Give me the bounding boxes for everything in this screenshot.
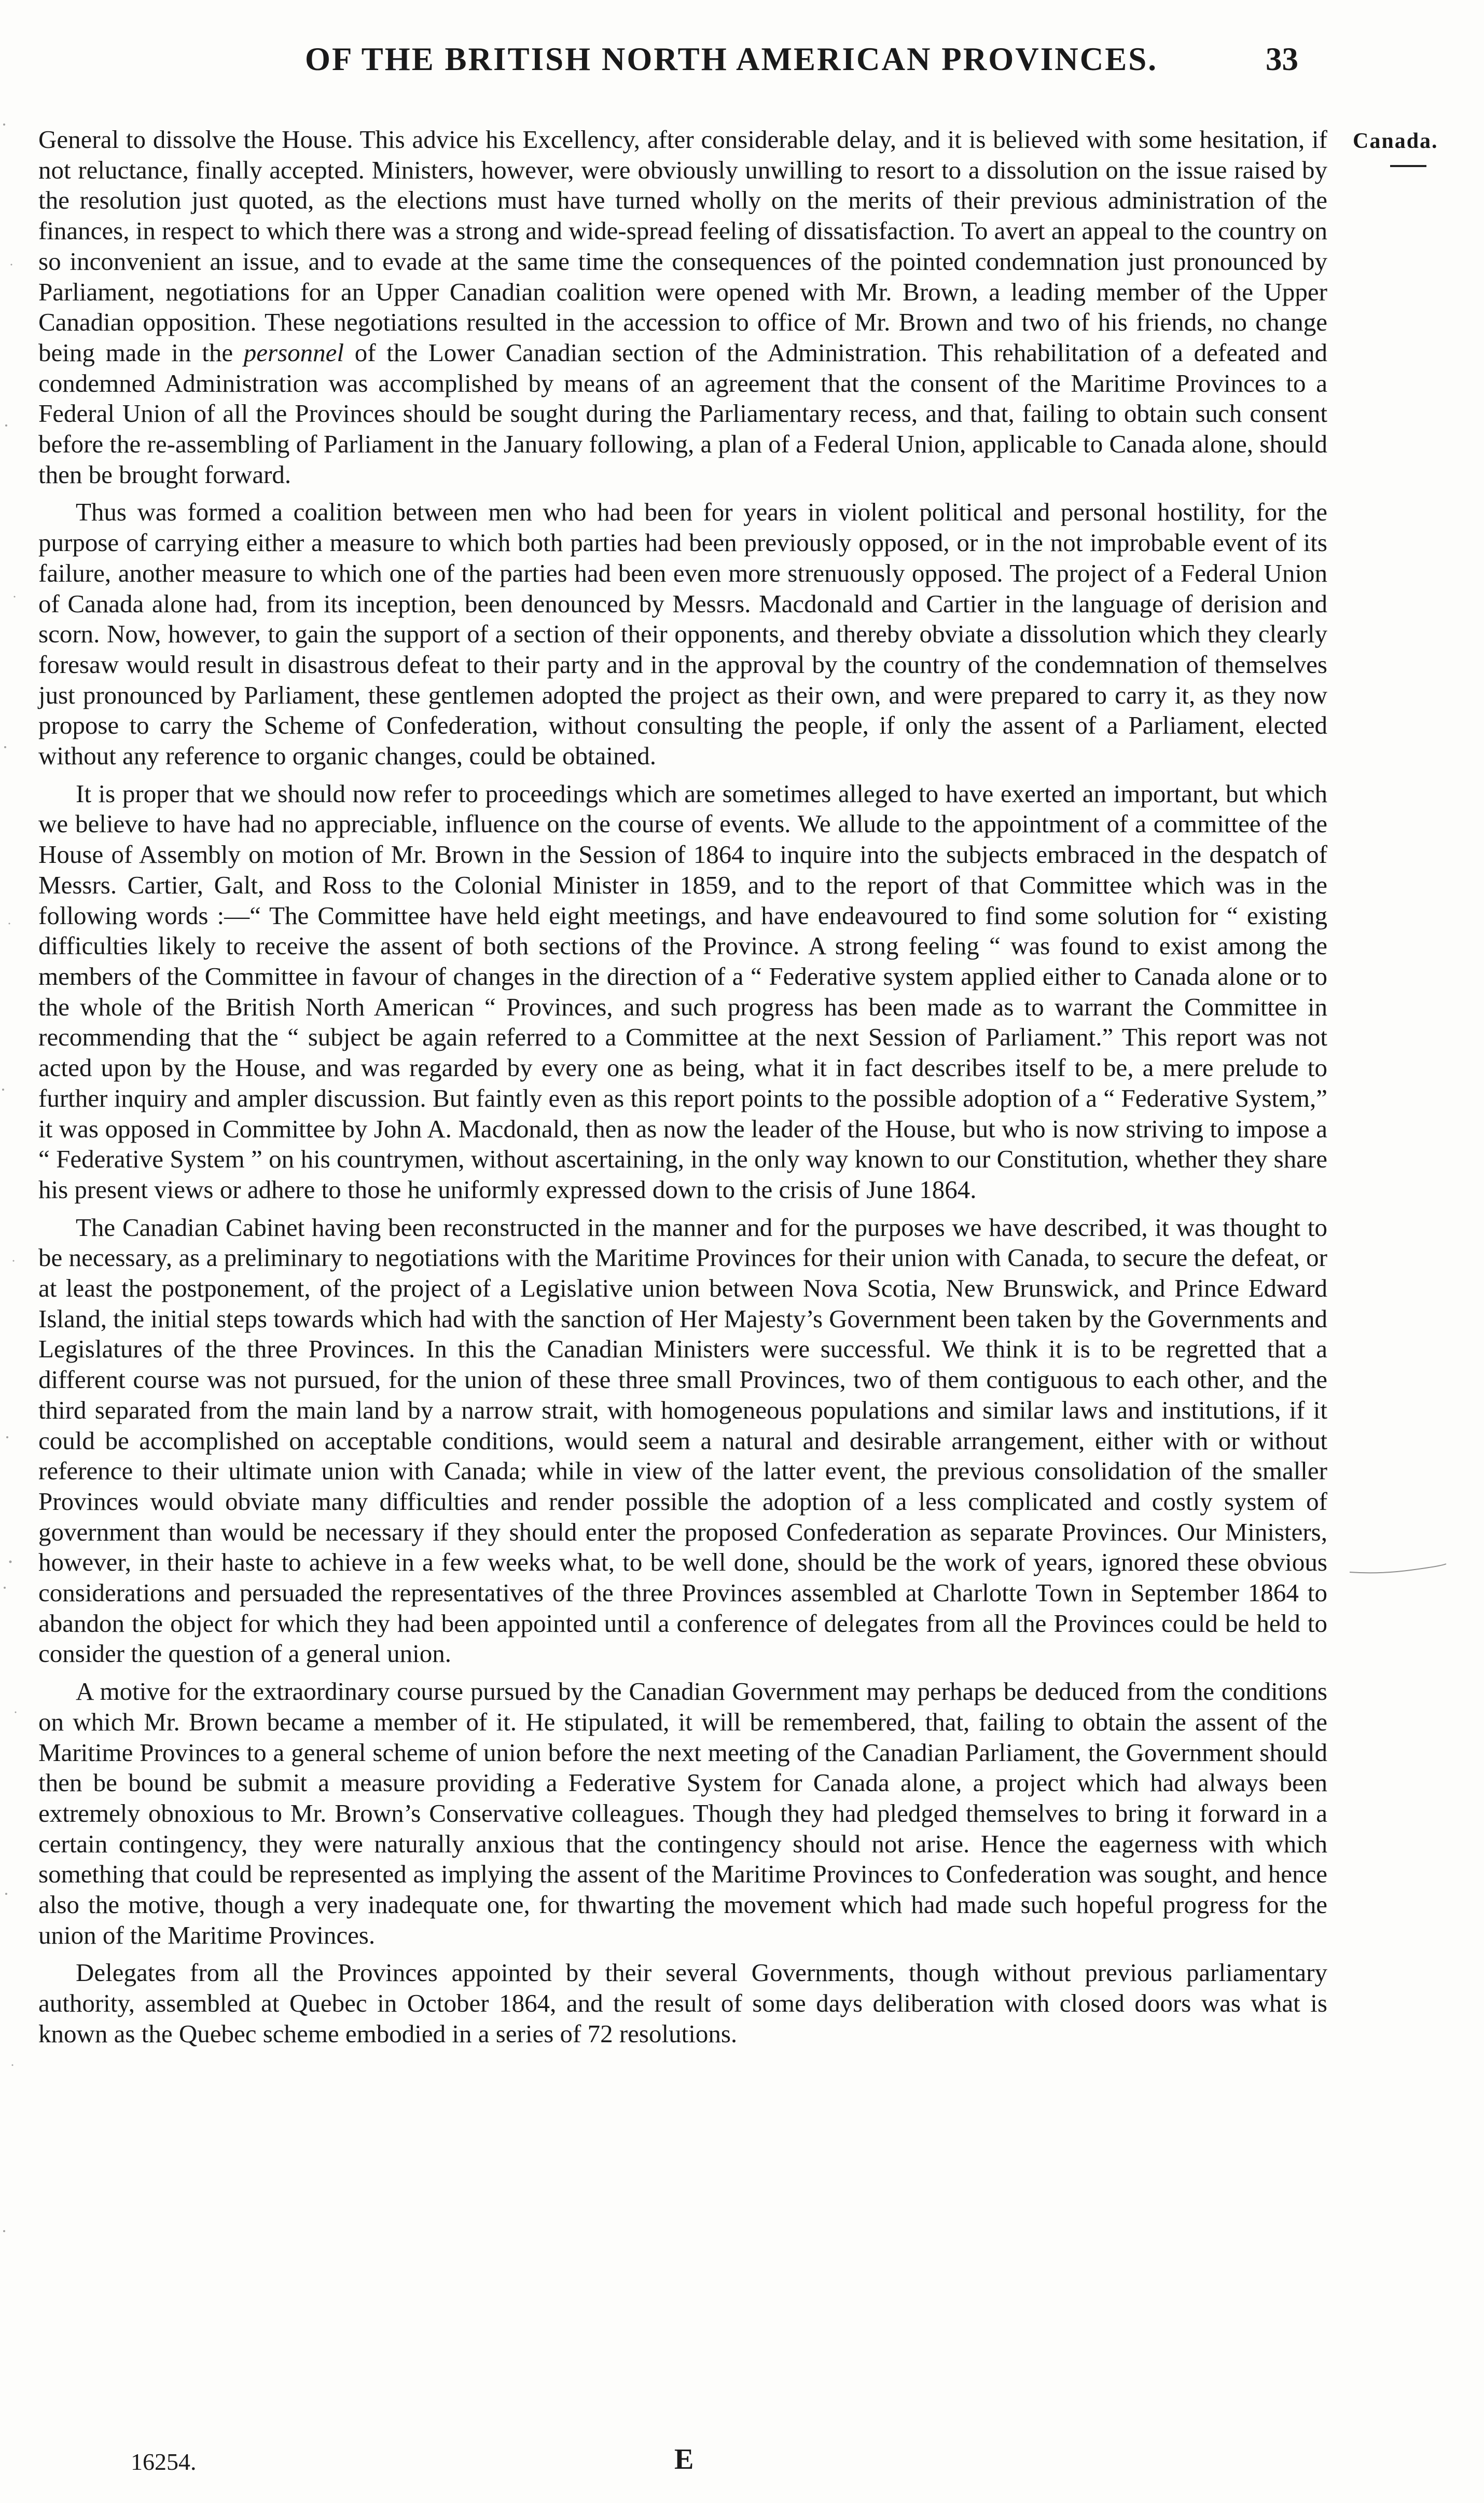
paragraph: It is proper that we should now refer to proceedings which are sometimes alleged to have exerted an important, but which we believe to have had no appreciable, influence on the course of events. We allude to the appointment of a committee of the House of Assembly on motion of Mr. Brown in the Session of 1864 to inquire into the subjects embraced in the despatch of Messrs. Cartier, Galt, and Ross to the Colonial Minister in 1859, and to the report of that Committee which was in the following words :—“ The Committee have held eight meetings, and have endeavoured to find some solution for “ existing difficulties likely to receive the assent of both sections of the Province. A strong feeling “ was found to exist among the members of the Committee in favour of changes in the direction of a “ Federative system applied either to Canada alone or to the whole of the British North American “ Provinces, and such progress has been made as to warrant the Committee in recommending that the “ subject be again referred to a Committee at the next Session of Parliament.” This report was not acted upon by the House, and was regarded by every one as being, what it in fact describes itself to be, a mere prelude to further inquiry and ampler discussion. But faintly even as this report points to the possible adoption of a “ Federative System,” it was opposed in Committee by John A. Macdonald, then as now the leader of the House, but who is now striving to impose a “ Federative System ” on his countrymen, without ascertaining, in the only way known to our Constitution, whether they share his present views or adhere to those he uniformly expressed down to the crisis of June 1864. [38,779,1327,1204]
signature-mark: 16254. [131,2449,197,2475]
gathering-mark: E [674,2443,694,2476]
paragraph: The Canadian Cabinet having been reconstructed in the manner and for the purposes we have described, it was thought to be necessary, as a preliminary to negotiations with the Maritime Provinces for their union with Canada, to secure the defeat, or at least the postponement, of the project of a Legislative union between Nova Scotia, New Brunswick, and Prince Edward Island, the initial steps towards which had with the sanction of Her Majesty’s Government been taken by the Governments and Legislatures of the three Provinces. In this the Canadian Ministers were successful. We think it is to be regretted that a different course was not pursued, for the union of these three small Provinces, two of them contiguous to each other, and the third separated from the main land by a narrow strait, with homogeneous populations and similar laws and institutions, if it could be accomplished on acceptable conditions, would seem a natural and desirable arrangement, either with or without reference to their ultimate union with Canada; while in view of the latter event, the previous consolidation of the smaller Provinces would obviate many difficulties and render possible the adoption of a less complicated and costly system of government than would be necessary if they should enter the proposed Confederation as separate Provinces. Our Ministers, however, in their haste to achieve in a few weeks what, to be well done, should be the work of years, ignored these obvious considerations and persuaded the representatives of the three Provinces assembled at Charlotte Town in September 1864 to abandon the object for which they had been appointed until a conference of delegates from all the Provinces could be held to consider the question of a general union. [38,1213,1327,1668]
paragraph-text: General to dissolve the House. This advice his Excellency, after considerable delay, and it is believed with some hesitation, if not reluctance, finally accepted. Ministers, however, were obviously unwilling to resort to a dissolution on the issue raised by the resolution just quoted, as the elections must have turned wholly on the merits of their previous administration of the finances, in respect to which there was a strong and wide-spread feeling of dissatisfaction. To avert an appeal to the country on so inconvenient an issue, and to evade at the same time the consequences of the pointed condemnation just pronounced by Parliament, negotiations for an Upper Canadian coalition were opened with Mr. Brown, a leading member of the Upper Canadian opposition. These negotiations resulted in the accession to office of Mr. Brown and two of his friends, no change being made in the [38,125,1327,367]
paragraph: A motive for the extraordinary course pursued by the Canadian Government may perhaps be deduced from the conditions on which Mr. Brown became a member of it. He stipulated, it will be remembered, that, failing to obtain the assent of the Maritime Provinces to a general scheme of union before the next meeting of the Canadian Parliament, the Government should then be bound be submit a measure providing a Federative System for Canada alone, a project which had always been extremely obnoxious to Mr. Brown’s Conservative colleagues. Though they had pledged themselves to bring it forward in a certain contingency, they were naturally anxious that the contingency should not arise. Hence the eagerness with which something that could be represented as implying the assent of the Maritime Provinces to Confederation was sought, and hence also the motive, though a very inadequate one, for thwarting the movement which had made such hopeful progress for the union of the Maritime Provinces. [38,1677,1327,1949]
italic-term: personnel [243,338,344,367]
stray-ink-mark [1349,1562,1447,1577]
running-head-title: OF THE BRITISH NORTH AMERICAN PROVINCES. [304,41,1158,77]
paragraph: Delegates from all the Provinces appointed by their several Governments, though without previous parliamentary authority, assembled at Quebec in October 1864, and the result of some days deliberation with closed doors was what is known as the Quebec scheme embodied in a series of 72 resolutions. [38,1958,1327,2048]
paragraph: Thus was formed a coalition between men who had been for years in violent political and personal hostility, for the purpose of carrying either a measure to which both parties had been previously opposed, or in the not improbable event of its failure, another measure to which one of the parties had been even more strenuously opposed. The project of a Federal Union of Canada alone had, from its inception, been denounced by Messrs. Macdonald and Cartier in the language of derision and scorn. Now, however, to gain the support of a section of their opponents, and thereby obviate a dissolution which they clearly foresaw would result in disastrous defeat to their party and in the approval by the country of the condemnation of themselves just pronounced by Parliament, these gentlemen adopted the project as their own, and were prepared to carry it, as they now propose to carry the Scheme of Confederation, without consulting the people, if only the assent of a Parliament, elected without any reference to organic changes, could be obtained. [38,498,1327,771]
margin-note-rule [1390,165,1426,167]
page-number: 33 [1266,41,1298,77]
scan-edge-speckle [0,104,21,2387]
paragraph-text: of the Lower Canadian section of the Administration. This rehabilitation of a defeated and condemned Administration was accomplished by means of an agreement that the consent of the Maritime Provinces to a Federal Union of all the Provinces should be sought during the Parliamentary recess, and that, failing to obtain such consent before the re-assembling of Parliament in the January following, a plan of a Federal Union, applicable to Canada alone, should then be brought forward. [38,338,1328,489]
margin-note: Canada. [1353,129,1438,153]
body-text [38,125,1327,2057]
paragraph [38,125,1327,490]
